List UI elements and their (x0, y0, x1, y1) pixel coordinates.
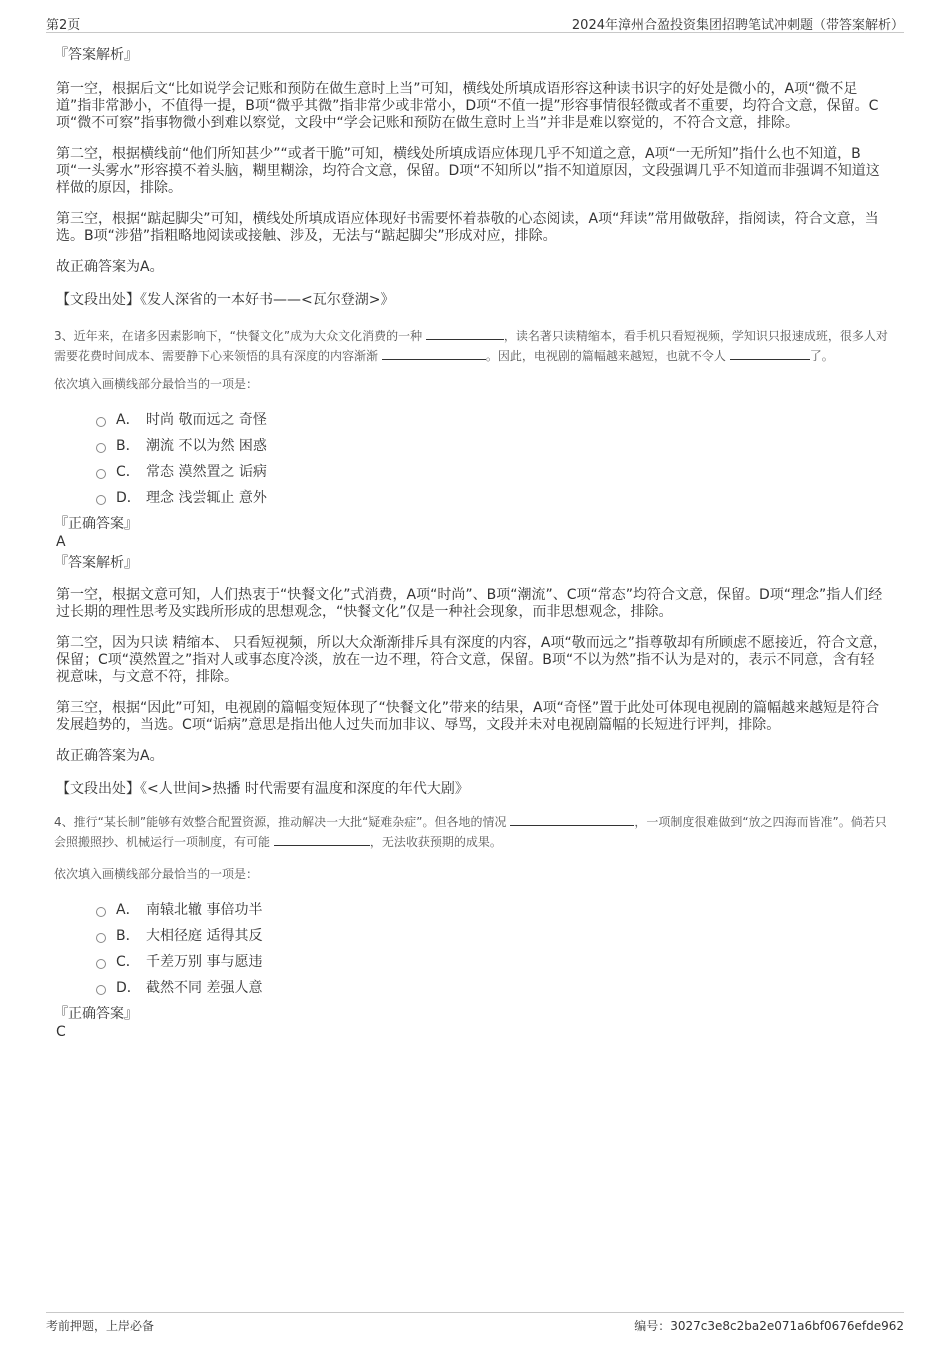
correct-answer-label: 『正确答案』 (54, 516, 138, 532)
stem-text: ，一项制度很难做到“放之四海而皆准”。倘若只会照搬照抄、机械运行一项制度，有可能 (54, 815, 887, 849)
page-header (46, 14, 904, 33)
radio-button[interactable] (96, 495, 106, 505)
correct-answer-label: 『正确答案』 (54, 1006, 138, 1022)
document-title: 2024年漳州合盈投资集团招聘笔试冲刺题（带答案解析） (571, 18, 904, 33)
answer-blank (426, 327, 504, 340)
answer-blank (730, 347, 810, 360)
stem-text: 。因此，电视剧的篇幅越来越短，也就不令人 (485, 349, 726, 363)
radio-button[interactable] (96, 959, 106, 969)
radio-button[interactable] (96, 417, 106, 427)
option-b[interactable]: B． 大相径庭 适得其反 (96, 923, 888, 949)
analysis-paragraph: 第三空，根据“踮起脚尖”可知，横线处所填成语应体现好书需要怀着恭敬的心态阅读，A项“拜读”常用做敬辞，指阅读，符合文意，当选。B项“涉猎”指粗略地阅读或接触、涉及，无法与“踮起脚尖”形成对应，排除。 (56, 211, 879, 244)
radio-button[interactable] (96, 469, 106, 479)
page-content (56, 46, 888, 1041)
analysis-paragraph: 第三空，根据“因此”可知，电视剧的篇幅变短体现了“快餐文化”带来的结果，A项“奇怪”置于此处可体现电视剧的篇幅越来越短是符合发展趋势的，当选。C项“诟病”意思是指出他人过失而加非议、辱骂，文段并未对电视剧篇幅的长短进行评判，排除。 (56, 700, 880, 733)
radio-button[interactable] (96, 443, 106, 453)
option-d[interactable]: D． 截然不同 差强人意 (96, 975, 888, 1001)
page-number: 第2页 (46, 18, 81, 33)
conclusion: 故正确答案为A。 (56, 259, 164, 275)
analysis-paragraph: 第一空，根据后文“比如说学会记账和预防在做生意时上当”可知，横线处所填成语形容这种读书识字的好处是微小的，A项“微不足道”指非常渺小，不值得一提，B项“微乎其微”指非常少或非常小，D项“不值一提”形容事情很轻微或者不重要，均符合文意，保留。C项“微不可察”指事物微小到难以察觉，文段中“学会记账和预防在做生意时上当”并非是难以察觉的，不符合文意，排除。 (56, 81, 879, 131)
option-d[interactable]: D． 理念 浅尝辄止 意外 (96, 485, 888, 511)
option-c[interactable]: C． 千差万别 事与愿违 (96, 949, 888, 975)
correct-answer: A (56, 534, 66, 550)
answer-blank (510, 813, 634, 826)
analysis-label: 『答案解析』 (54, 555, 138, 571)
stem-text: ，无法收获预期的成果。 (369, 835, 502, 849)
answer-blank (382, 347, 486, 360)
analysis-paragraph: 第二空，因为只读 精缩本、 只看短视频，所以大众渐渐排斥具有深度的内容，A项“敬而远之”指尊敬却有所顾虑不愿接近，符合文意，保留；C项“漠然置之”指对人或事态度冷淡，放在一边不理，符合文意，保留。B项“不以为然”指不认为是对的，表示不同意，含有轻视意味，与文意不符，排除。 (56, 635, 887, 685)
analysis-label: 『答案解析』 (54, 47, 138, 63)
option-a[interactable]: A． 南辕北辙 事倍功半 (96, 897, 888, 923)
analysis-paragraph: 第一空，根据文意可知，人们热衷于“快餐文化”式消费，A项“时尚”、B项“潮流”、C项“常态”均符合文意，保留。D项“理念”指人们经过长期的理性思考及实践所形成的思想观念，“快餐文化”仅是一种社会现象，而非思想观念，排除。 (56, 587, 883, 620)
option-b[interactable]: B． 潮流 不以为然 困惑 (96, 433, 888, 459)
code-value: 3027c3e8c2ba2e071a6bf0676efde962 (670, 1319, 904, 1333)
radio-button[interactable] (96, 985, 106, 995)
radio-button[interactable] (96, 933, 106, 943)
correct-answer: C (56, 1024, 66, 1040)
stem-text: 3、近年来，在诸多因素影响下，“快餐文化”成为大众文化消费的一种 (54, 329, 423, 343)
stem-text: 4、推行“某长制”能够有效整合配置资源，推动解决一大批“疑难杂症”。但各地的情况 (54, 815, 507, 829)
question-instruction: 依次填入画横线部分最恰当的一项是： (54, 867, 259, 881)
analysis-paragraph: 第二空，根据横线前“他们所知甚少”“或者干脆”可知，横线处所填成语应体现几乎不知道之意，A项“一无所知”指什么也不知道，B项“一头雾水”形容摸不着头脑，糊里糊涂，均符合文意，保留。D项“不知所以”指不知道原因，文段强调几乎不知道而非强调不知道这样做的原因，排除。 (56, 146, 880, 196)
code-label: 编号： (634, 1319, 671, 1333)
option-c[interactable]: C． 常态 漠然置之 诟病 (96, 459, 888, 485)
source-citation: 【文段出处】《发人深省的一本好书——<瓦尔登湖>》 (56, 292, 395, 308)
stem-text: 了。 (809, 349, 834, 363)
question-stem (54, 812, 888, 852)
option-a[interactable]: A． 时尚 敬而远之 奇怪 (96, 407, 888, 433)
stem-text: ，读名著只读精缩本，看手机只看短视频，学知识只报速成班，很多人对需要花费时间成本、需要静下心来领悟的具有深度的内容渐渐 (54, 329, 888, 363)
option-list (56, 407, 888, 511)
radio-button[interactable] (96, 907, 106, 917)
conclusion: 故正确答案为A。 (56, 748, 164, 764)
source-citation: 【文段出处】《<人世间>热播 时代需要有温度和深度的年代大剧》 (56, 781, 469, 797)
option-list (56, 897, 888, 1001)
answer-blank (274, 833, 370, 846)
question-instruction: 依次填入画横线部分最恰当的一项是： (54, 377, 259, 391)
footer-slogan: 考前押题，上岸必备 (46, 1319, 155, 1333)
document-code (634, 1317, 904, 1334)
page-footer (46, 1312, 904, 1337)
question-stem (54, 326, 888, 366)
